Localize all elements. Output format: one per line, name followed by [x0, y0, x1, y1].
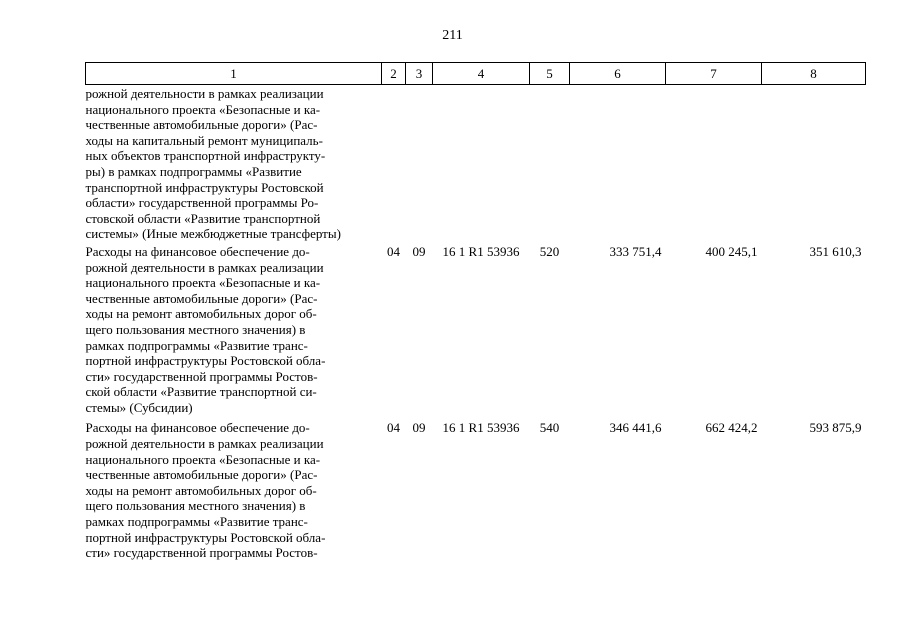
subsection-code [406, 418, 433, 563]
description-line: чественные автомобильные дороги» (Рас- [85, 117, 318, 133]
target-article-code [433, 418, 530, 563]
expense-type-code [530, 242, 570, 419]
description-line: сти» государственной программы Ростов- [85, 368, 318, 384]
description-line: Расходы на финансовое обеспечение до- [85, 420, 310, 436]
amount-year-1 [570, 85, 666, 242]
subsection-code [406, 85, 433, 242]
description-line: области» государственной программы Ро- [85, 195, 319, 211]
amount-year-3 [762, 85, 866, 242]
subsection-code-value: 09 [412, 420, 426, 436]
amount-year-1-value: 333 751,4 [609, 243, 662, 259]
description-line: транспортной инфраструктуры Ростовской [85, 179, 324, 195]
header-col-2: 2 [382, 63, 406, 85]
description-line: чественные автомобильные дороги» (Рас- [85, 290, 318, 306]
header-col-3: 3 [406, 63, 433, 85]
section-code-value: 04 [387, 243, 400, 259]
table-row [86, 242, 866, 419]
section-code [382, 85, 406, 242]
table-body [86, 85, 866, 564]
header-col-5: 5 [530, 63, 570, 85]
expense-description [86, 242, 382, 419]
amount-year-3 [762, 242, 866, 419]
subsection-code [406, 242, 433, 419]
amount-year-2-value: 400 245,1 [705, 243, 758, 259]
description-line: Расходы на финансовое обеспечение до- [85, 243, 310, 259]
amount-year-2-value: 662 424,2 [705, 420, 758, 436]
table-row [86, 418, 866, 563]
budget-table [85, 62, 866, 564]
description-line: ходы на капитальный ремонт муниципаль- [85, 132, 323, 148]
amount-year-2 [666, 242, 762, 419]
section-code [382, 242, 406, 419]
expense-type-code [530, 418, 570, 563]
table-header-row [86, 63, 866, 85]
description-line: национального проекта «Безопасные и ка- [85, 451, 321, 467]
target-article-value: 16 1 R1 53936 [442, 420, 520, 436]
description-line: ской области «Развитие транспортной си- [85, 384, 317, 400]
target-article-code [433, 85, 530, 242]
header-col-4: 4 [433, 63, 530, 85]
description-line: рамках подпрограммы «Развитие транс- [85, 337, 308, 353]
amount-year-2 [666, 85, 762, 242]
section-code-value: 04 [387, 420, 400, 436]
target-article-code [433, 242, 530, 419]
expense-type-value: 520 [539, 243, 560, 259]
description-line: рожной деятельности в рамках реализации [85, 259, 324, 275]
header-col-8: 8 [762, 63, 866, 85]
amount-year-3-value: 593 875,9 [809, 420, 862, 436]
description-line: стемы» (Субсидии) [85, 399, 193, 415]
target-article-value: 16 1 R1 53936 [442, 243, 520, 259]
description-line: ры) в рамках подпрограммы «Развитие [85, 163, 302, 179]
description-line: рожной деятельности в рамках реализации [85, 436, 324, 452]
description-line: стовской области «Развитие транспортной [85, 210, 321, 226]
description-line: рожной деятельности в рамках реализации [85, 86, 324, 101]
header-col-6: 6 [570, 63, 666, 85]
amount-year-1 [570, 418, 666, 563]
description-line: щего пользования местного значения) в [85, 321, 306, 337]
description-line: рамках подпрограммы «Развитие транс- [85, 514, 308, 530]
expense-description [86, 85, 382, 242]
table-row [86, 85, 866, 242]
description-line: ходы на ремонт автомобильных дорог об- [85, 482, 317, 498]
description-line: сти» государственной программы Ростов- [85, 545, 318, 561]
expense-description [86, 418, 382, 563]
description-line: щего пользования местного значения) в [85, 498, 306, 514]
amount-year-1 [570, 242, 666, 419]
description-line: чественные автомобильные дороги» (Рас- [85, 467, 318, 483]
description-line: портной инфраструктуры Ростовской обла- [85, 353, 326, 369]
description-line: ходы на ремонт автомобильных дорог об- [85, 306, 317, 322]
amount-year-2 [666, 418, 762, 563]
header-col-7: 7 [666, 63, 762, 85]
description-line: ных объектов транспортной инфраструкту- [85, 148, 326, 164]
expense-type-value: 540 [539, 420, 560, 436]
header-col-1: 1 [86, 63, 382, 85]
amount-year-3-value: 351 610,3 [809, 243, 862, 259]
description-line: портной инфраструктуры Ростовской обла- [85, 529, 326, 545]
description-line: национального проекта «Безопасные и ка- [85, 275, 321, 291]
description-line: системы» (Иные межбюджетные трансферты) [85, 226, 341, 242]
subsection-code-value: 09 [412, 243, 426, 259]
amount-year-1-value: 346 441,6 [609, 420, 662, 436]
page-number: 211 [442, 28, 463, 43]
expense-type-code [530, 85, 570, 242]
description-line: национального проекта «Безопасные и ка- [85, 101, 321, 117]
amount-year-3 [762, 418, 866, 563]
section-code [382, 418, 406, 563]
